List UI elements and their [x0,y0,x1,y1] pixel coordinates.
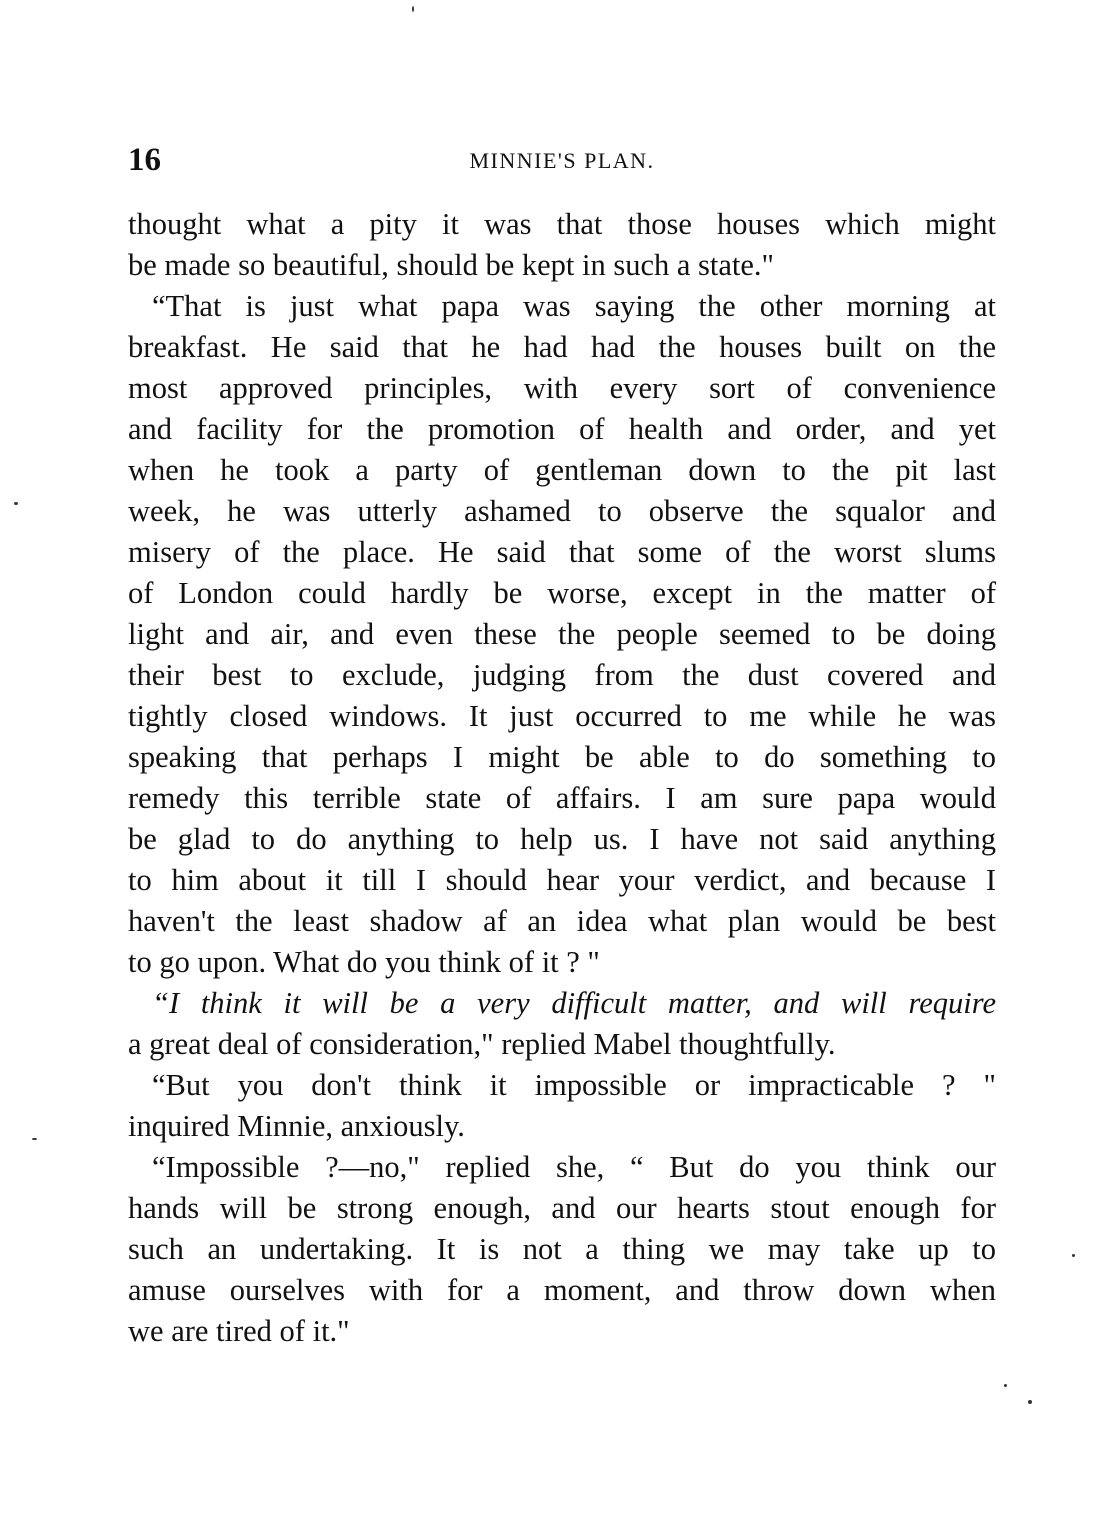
text-line: most approved principles, with every sort of convenience [128,371,996,405]
scan-speck [412,6,414,12]
text-line: “That is just what papa was saying the other morning at [152,289,996,323]
text-line: be made so beautiful, should be kept in such a state." [128,248,775,282]
text-line: breakfast. He said that he had had the houses built on the [128,330,996,364]
text-line: to go upon. What do you think of it ? " [128,945,600,979]
paragraph [128,286,996,983]
text-line: a great deal of consideration," replied Mabel thoughtfully. [128,1027,836,1061]
scan-speck [32,1138,37,1140]
text-line: hands will be strong enough, and our hearts stout enough for [128,1191,996,1225]
paragraph [128,204,996,286]
text-line: tightly closed windows. It just occurred to me while he was [128,699,996,733]
running-head [128,140,996,180]
scan-speck [1072,1254,1075,1257]
scan-speck [14,502,18,505]
text-line: remedy this terrible state of affairs. I am sure papa would [128,781,996,815]
scan-speck [1028,1400,1032,1404]
text-line: we are tired of it." [128,1314,350,1348]
text-line: when he took a party of gentleman down to the pit last [128,453,996,487]
paragraph [128,983,996,1065]
scan-speck [1004,1384,1007,1387]
text-line: “But you don't think it impossible or impracticable ? " [152,1068,996,1102]
paragraph [128,1065,996,1147]
text-line: inquired Minnie, anxiously. [128,1109,465,1143]
text-line: “I think it will be a very difficult matter, and will require [152,986,996,1020]
page-number: 16 [128,142,161,178]
text-line: amuse ourselves with for a moment, and throw down when [128,1273,996,1307]
text-line: to him about it till I should hear your verdict, and because I [128,863,996,897]
text-line: week, he was utterly ashamed to observe the squalor and [128,494,996,528]
paragraph [128,1147,996,1352]
text-line: thought what a pity it was that those houses which might [128,207,996,241]
text-line: such an undertaking. It is not a thing we may take up to [128,1232,996,1266]
body-text [128,204,996,1352]
text-line: haven't the least shadow af an idea what plan would be best [128,904,996,938]
text-line: misery of the place. He said that some of the worst slums [128,535,996,569]
text-line: their best to exclude, judging from the dust covered and [128,658,996,692]
text-line: “Impossible ?—no," replied she, “ But do you think our [152,1150,996,1184]
text-line: light and air, and even these the people seemed to be doing [128,617,996,651]
text-line: be glad to do anything to help us. I have not said anything [128,822,996,856]
text-line: speaking that perhaps I might be able to do something to [128,740,996,774]
running-title: MINNIE'S PLAN. [469,148,655,173]
text-line: of London could hardly be worse, except in the matter of [128,576,996,610]
text-line: and facility for the promotion of health and order, and yet [128,412,996,446]
